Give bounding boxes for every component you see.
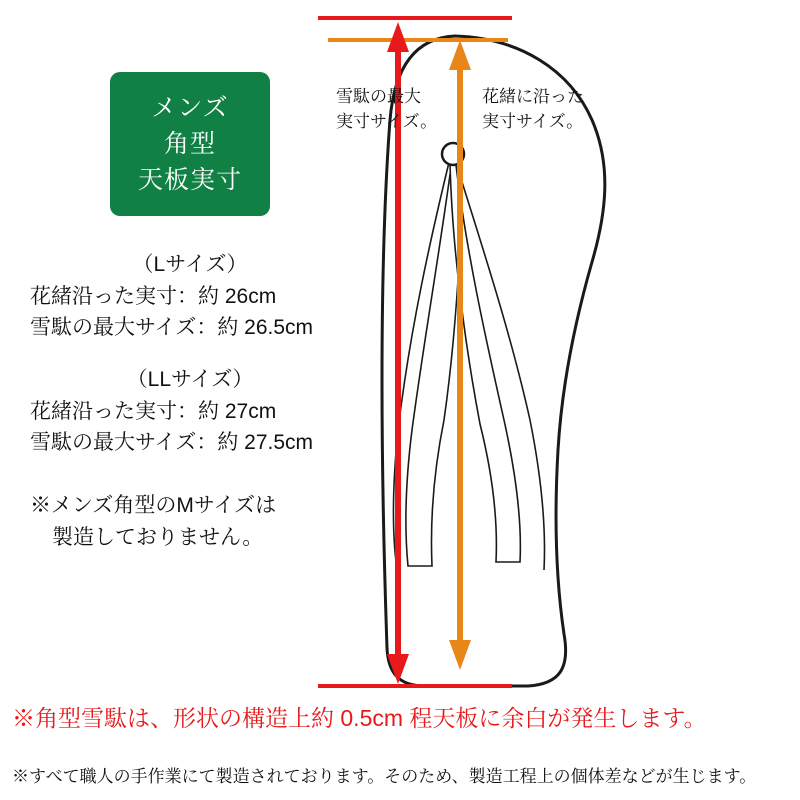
note-line-1: ※メンズ角型のMサイズは	[30, 494, 277, 517]
callout-hanao-line-1: 花緒に沿った	[482, 87, 584, 106]
footer-warning-text: ※角型雪駄は、形状の構造上約 0.5cm 程天板に余白が発生します。	[12, 705, 707, 731]
spec-block-l	[30, 250, 350, 343]
spec-ll-title: （LLサイズ）	[126, 368, 254, 391]
callout-max-length	[336, 85, 437, 134]
callout-hanao-length	[482, 85, 584, 134]
footer-note-text: ※すべて職人の手作業にて製造されております。そのため、製造工程上の個体差などが生じます。	[12, 767, 757, 786]
note-line-2: 製造しておりません。	[52, 525, 264, 549]
spec-ll-max: 雪駄の最大サイズ：約 27.5cm	[30, 430, 314, 454]
product-type-badge	[110, 72, 270, 216]
spec-l-max: 雪駄の最大サイズ：約 26.5cm	[30, 315, 314, 339]
spec-l-title: （Lサイズ）	[132, 253, 248, 276]
callout-max-line-2: 実寸サイズ。	[336, 111, 438, 131]
badge-line-3: 天板実寸	[137, 166, 242, 195]
badge-line-1: メンズ	[151, 93, 229, 122]
spec-l-hanao: 花緒沿った実寸：約 26cm	[30, 285, 277, 309]
size-availability-note	[30, 490, 276, 553]
callout-hanao-line-2: 実寸サイズ。	[482, 111, 584, 131]
spec-block-ll	[30, 365, 350, 458]
callout-max-line-1: 雪駄の最大	[336, 87, 421, 106]
badge-line-2: 角型	[163, 129, 216, 158]
spec-ll-hanao: 花緒沿った実寸：約 27cm	[30, 400, 277, 424]
